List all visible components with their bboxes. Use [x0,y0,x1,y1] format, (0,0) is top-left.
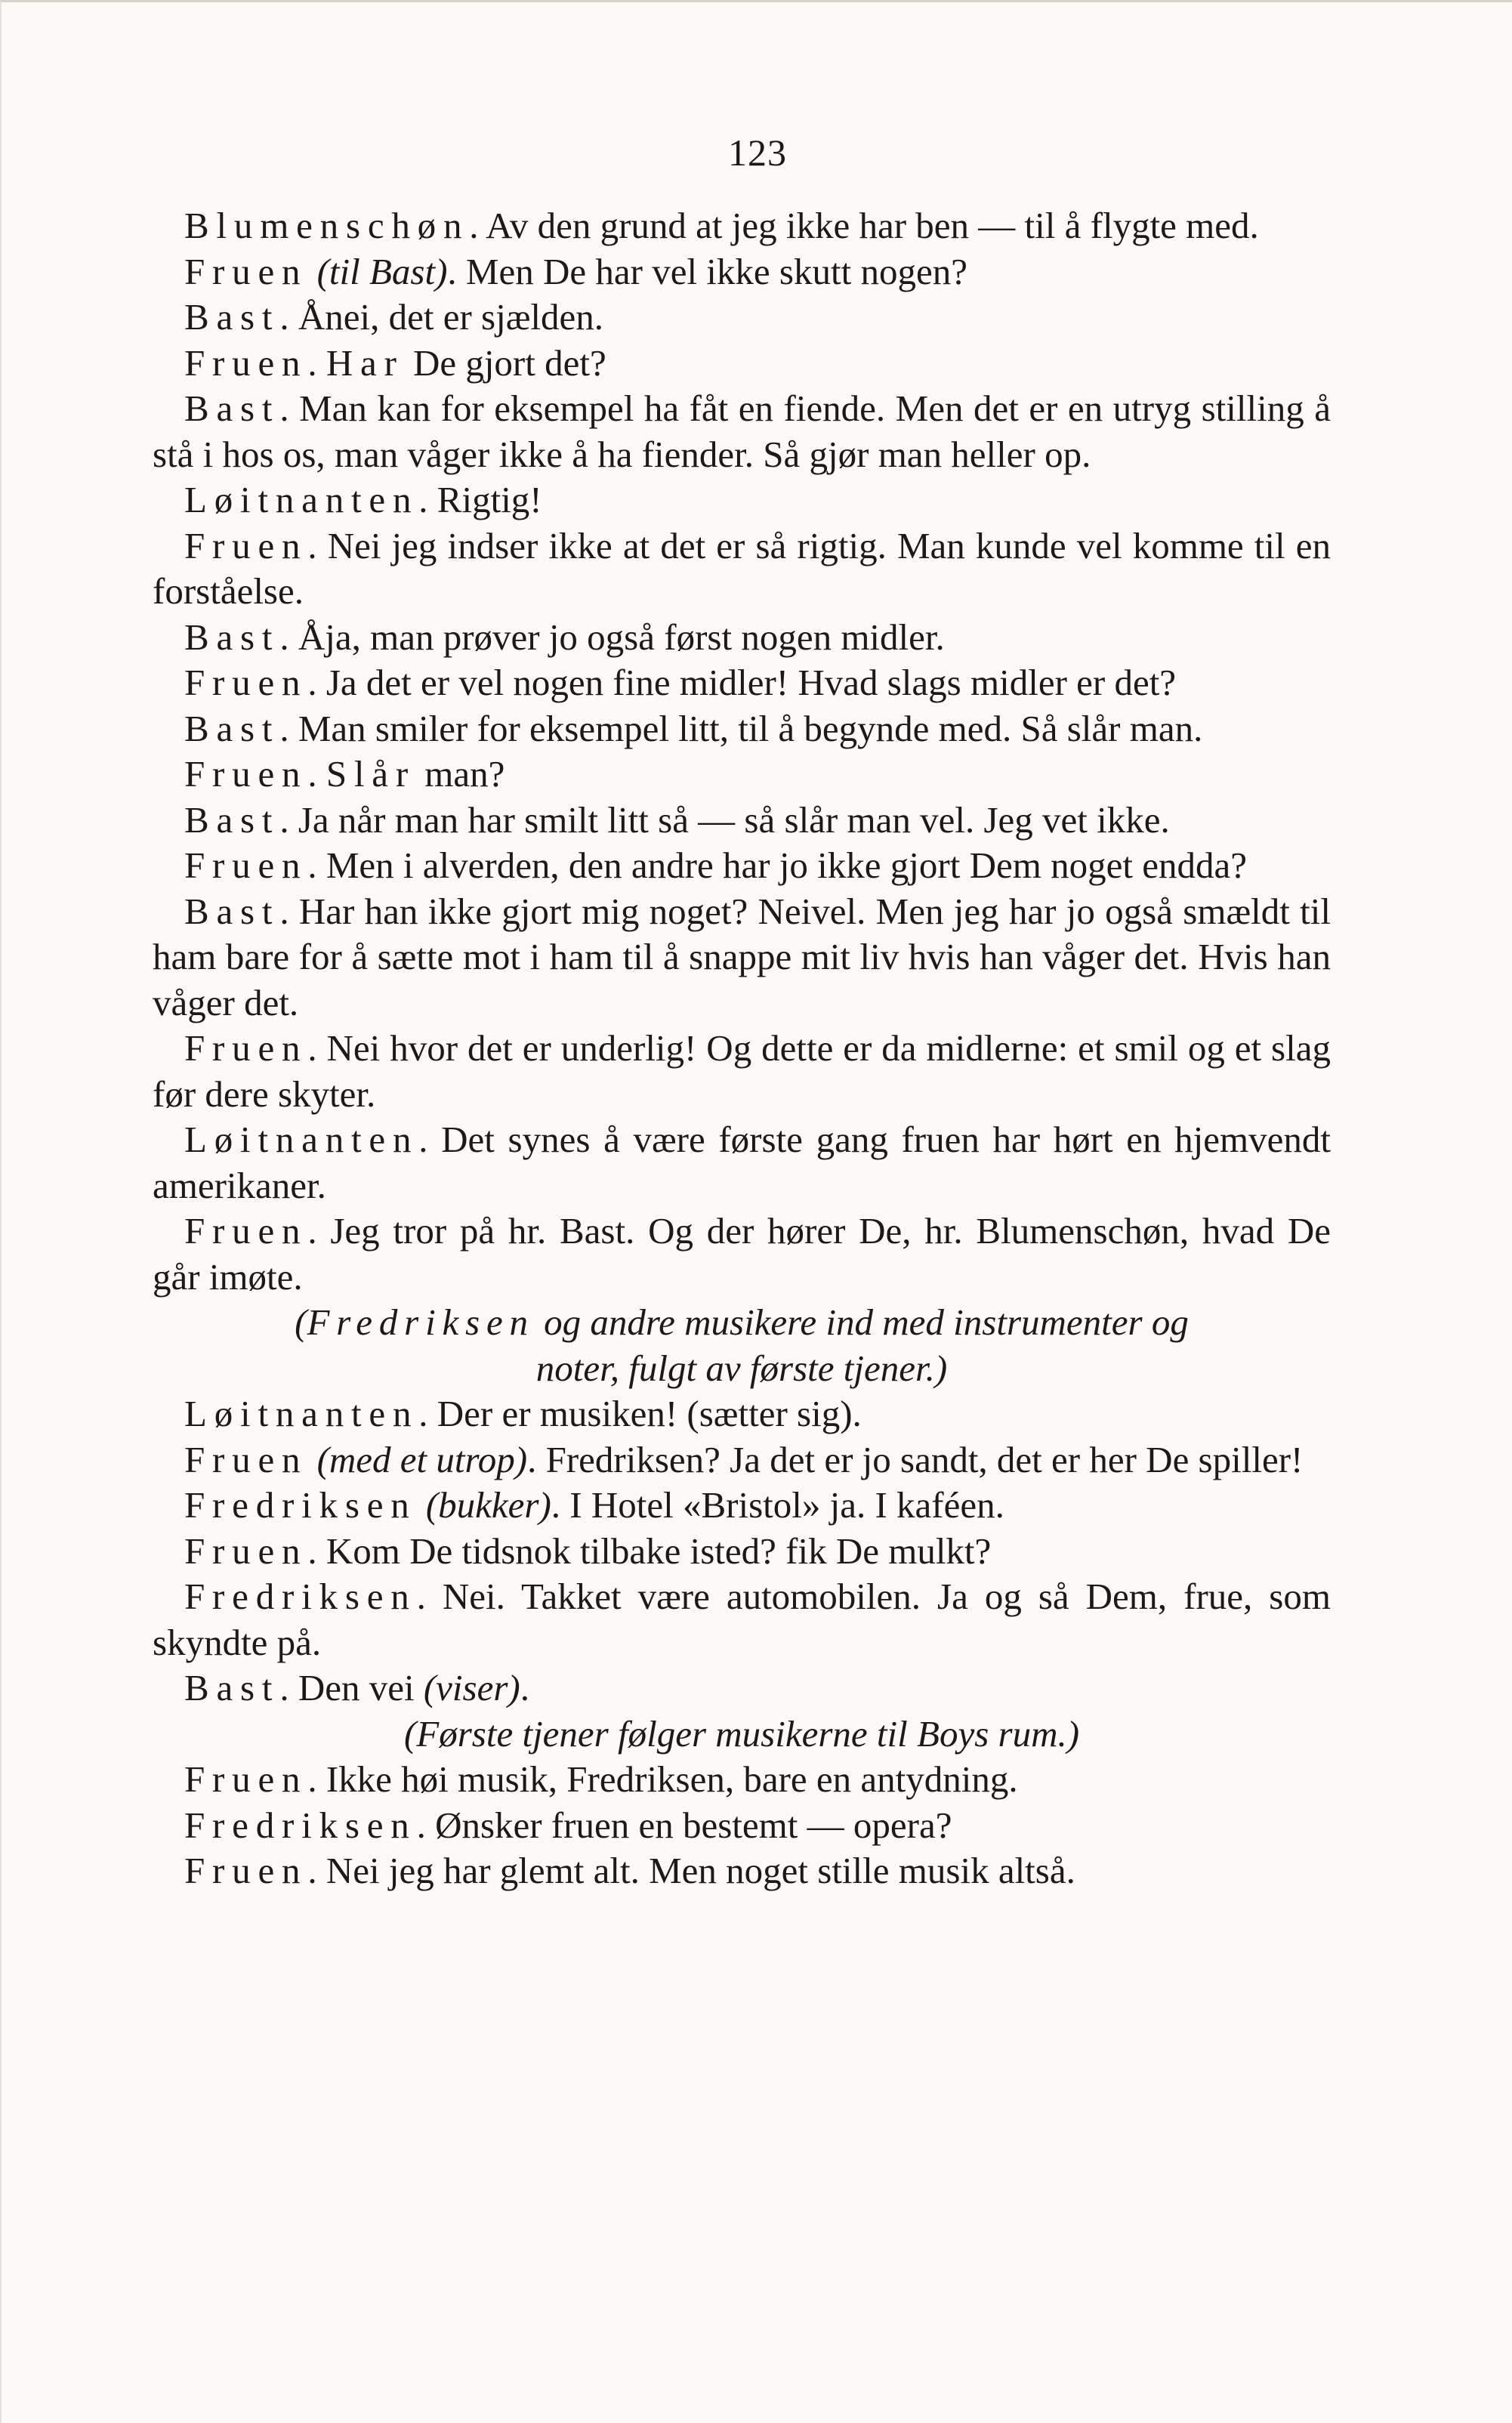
stage-direction-text: og andre musikere ind med instrumenter og [534,1301,1189,1343]
dialogue-text [307,1439,316,1480]
dialogue-text: . Man kan for eksempel ha fåt en fiende. Men det er en utryg stilling å stå i hos os, man våger ikke å ha fiender. Så gjør man heller op. [153,387,1331,475]
stage-direction-text: noter, fulgt av første tjener.) [535,1347,948,1389]
dialogue-line [153,523,1331,615]
stage-direction-text: (Første tjener følger musikerne til Boys rum.) [403,1712,1080,1755]
speaker-name: Bast [184,1667,280,1708]
character-name: Fredriksen [307,1301,535,1343]
speaker-name: Fruen [184,1027,308,1069]
dialogue-line [153,706,1331,752]
dialogue-text: . Ikke høi musik, Fredriksen, bare en antydning. [307,1758,1018,1800]
dialogue-line [153,843,1331,889]
dialogue-text: . Har han ikke gjort mig noget? Neivel. Men jeg har jo også smældt til ham bare for å sætte mot i ham til å snappe mit liv hvis han våger det. Hvis han våger det. [153,890,1331,1023]
dialogue-text: . Den vei [279,1667,424,1708]
dialogue-line [153,203,1331,249]
dialogue-text: . Ja det er vel nogen fine midler! Hvad slags midler er det? [307,662,1177,703]
stage-direction [153,1300,1331,1346]
dialogue-text: . Rigtig! [418,479,542,520]
stage-direction-text: (viser) [423,1667,520,1708]
dialogue-line [153,477,1331,523]
dialogue-text: . Ja når man har smilt litt så — så slår man vel. Jeg vet ikke. [279,798,1170,841]
dialogue-text: . Ønsker fruen en bestemt — opera? [416,1804,952,1846]
dialogue-text: . Nei. Takket være automobilen. Ja og så Dem, frue, som skyndte på. [153,1576,1331,1663]
dialogue-line [153,1117,1331,1208]
speaker-name: Fruen [184,1210,308,1252]
dialogue-text: . Der er musiken! (sætter sig). [418,1393,862,1434]
speaker-name: Løitnanten [184,1119,419,1160]
dialogue-line [153,615,1331,661]
speaker-name: Bast [184,387,280,429]
speaker-name: Fruen [184,1758,308,1800]
dialogue-line [153,1757,1331,1803]
stage-direction-text: (bukker) [425,1484,551,1526]
speaker-name: Løitnanten [184,479,419,520]
speaker-name: Fredriksen [184,1484,417,1526]
speaker-name: Fruen [184,662,308,703]
stage-direction [153,1712,1331,1758]
dialogue-line [153,249,1331,295]
dialogue-line [153,1665,1331,1712]
dialogue-line [153,1208,1331,1300]
speaker-name: Fruen [184,1438,308,1480]
speaker-name: Fruen [184,753,308,795]
speaker-name: Fredriksen [184,1576,417,1617]
stage-direction [153,1346,1331,1392]
dialogue-line [153,295,1331,341]
dialogue-line [153,798,1331,844]
dialogue-text: . [307,753,326,795]
speaker-name: Bast [184,890,280,932]
dialogue-text: De gjort det? [403,341,606,384]
play-text [153,203,1331,1894]
dialogue-line [153,1437,1331,1483]
emphasized-word: Slår [326,753,415,795]
speaker-name: Fruen [184,844,308,886]
speaker-name: Bast [184,616,280,658]
speaker-name: Fruen [184,1850,308,1891]
dialogue-line [153,1026,1331,1117]
dialogue-line [153,1483,1331,1529]
dialogue-text [307,251,316,292]
dialogue-text: . Ånei, det er sjælden. [279,296,603,338]
speaker-name: Fruen [184,524,308,566]
dialogue-line [153,386,1331,477]
stage-direction-text: (med et utrop) [316,1438,528,1480]
dialogue-text: . Det synes å være første gang fruen har hørt en hjemvendt amerikaner. [153,1119,1331,1206]
dialogue-line [153,1529,1331,1575]
dialogue-line [153,1803,1331,1849]
dialogue-line [153,660,1331,706]
dialogue-text: . Åja, man prøver jo også først nogen midler. [279,616,945,658]
dialogue-text: . Men i alverden, den andre har jo ikke gjort Dem noget endda? [307,844,1247,886]
dialogue-text: . Fredriksen? Ja det er jo sandt, det er her De spiller! [527,1438,1304,1480]
speaker-name: Fruen [184,1529,308,1572]
dialogue-text: . I Hotel «Bristol» ja. I kaféen. [551,1484,1004,1526]
dialogue-line [153,889,1331,1026]
dialogue-line [153,1574,1331,1665]
speaker-name: Bast [184,707,280,749]
dialogue-text: . Nei jeg indser ikke at det er så rigtig. Man kunde vel komme til en forståelse. [153,524,1331,612]
dialogue-text: . Nei hvor det er underlig! Og dette er da midlerne: et smil og et slag før dere skyter. [153,1027,1331,1115]
speaker-name: Fruen [184,250,308,292]
dialogue-text: . [307,341,326,384]
speaker-name: Blumenschøn [184,205,470,246]
stage-direction-text: ( [295,1301,307,1343]
dialogue-text: . Men De har vel ikke skutt nogen? [447,250,967,292]
dialogue-text: man? [415,753,505,795]
dialogue-line [153,752,1331,798]
dialogue-text [417,1484,426,1526]
speaker-name: Bast [184,798,280,841]
speaker-name: Fredriksen [184,1804,417,1846]
dialogue-text: . Man smiler for eksempel litt, til å begynde med. Så slår man. [279,707,1203,749]
dialogue-line [153,341,1331,387]
page-number: 123 [728,131,787,174]
dialogue-text: . [520,1667,529,1708]
emphasized-word: Har [326,341,404,384]
speaker-name: Bast [184,296,280,338]
dialogue-line [153,1848,1331,1894]
stage-direction-text: (til Bast) [316,250,448,292]
dialogue-text: . Nei jeg har glemt alt. Men noget stille musik altså. [307,1850,1075,1891]
speaker-name: Fruen [184,341,308,384]
dialogue-line [153,1391,1331,1437]
dialogue-text: . Kom De tidsnok tilbake isted? fik De mulkt? [307,1529,992,1572]
dialogue-text: . Av den grund at jeg ikke har ben — til å flygte med. [469,205,1259,246]
speaker-name: Løitnanten [184,1393,419,1434]
dialogue-text: . Jeg tror på hr. Bast. Og der hører De, hr. Blumenschøn, hvad De går imøte. [153,1210,1331,1298]
